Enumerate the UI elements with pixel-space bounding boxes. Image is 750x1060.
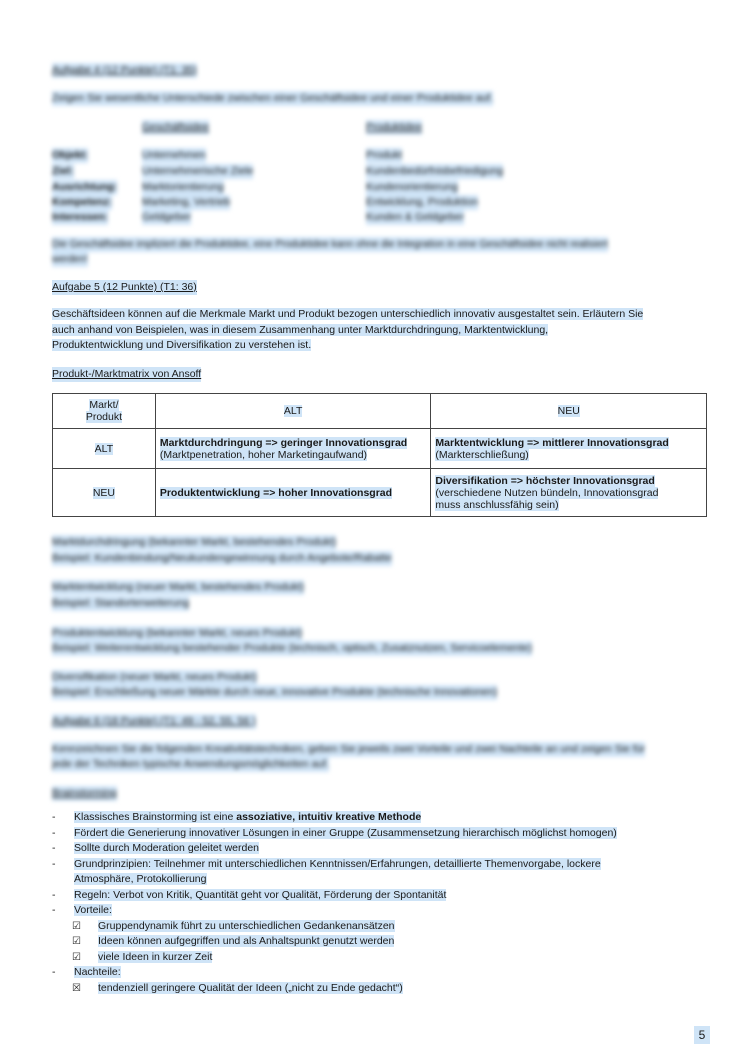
task4-row-b: Entwicklung, Produktion [366, 196, 479, 208]
task4-col-head-b: Produktidee [366, 121, 423, 133]
task5-line: auch anhand von Beispielen, was in diesem Zusammenhang unter Marktdurchdringung, Marktentwicklung, [52, 323, 549, 336]
list-item: - Regeln: Verbot von Kritik, Quantität geht vor Qualität, Förderung der Spontanität [52, 888, 447, 901]
brainstorming-list [52, 810, 712, 996]
checkbox-checked-icon: ☑ [72, 951, 81, 963]
task4-row-a: Geldgeber [142, 211, 192, 223]
blurred-block-text: Beispiel: Standorterweiterung [52, 597, 190, 609]
task6-heading: Aufgabe 6 (18 Punkte) (T1: 49 - 52, 55, 56 ) [52, 715, 256, 727]
blurred-block-title: Marktdurchdringung (bekannter Markt, bestehendes Produkt) [52, 536, 337, 548]
task6-line: jede der Techniken typische Anwendungsmöglichkeiten auf. [52, 758, 330, 770]
task4-row-label: Objekt: [52, 149, 89, 161]
task4-row-a: Marketing, Vertrieb [142, 196, 231, 208]
task4-row-a: Marktorientierung [142, 181, 224, 193]
blurred-block-title: Marktentwicklung (neuer Markt, bestehendes Produkt) [52, 581, 305, 593]
task4-row-b: Kundenorientierung [366, 181, 458, 193]
task4-row-b: Produkt [366, 149, 403, 161]
task4-row-b: Kundenbedürfnisbefriedigung [366, 165, 504, 177]
task5-heading: Aufgabe 5 (12 Punkte) (T1: 36) [52, 281, 197, 293]
task4-row-label: Kompetenz: [52, 196, 113, 208]
cell-marktdurchdringung: Marktdurchdringung => geringer Innovationsgrad (Marktpenetration, hoher Marketingaufwand) [155, 429, 431, 469]
task4-note: werden! [52, 254, 88, 265]
pro-item: ☑ Gruppendynamik führt zu unterschiedlichen Gedankenansätzen [52, 919, 712, 935]
blurred-block-text: Beispiel: Kundenbindung/Neukundengewinnung durch Angebote/Rabatte [52, 552, 392, 564]
task4-note: Die Geschäftsidee impliziert die Produktidee, eine Produktidee kann ohne die Integration in eine Geschäftsidee nicht realisiert [52, 239, 608, 250]
task4-row-label: Ausrichtung: [52, 181, 118, 193]
list-item-vorteile: - Vorteile: [52, 904, 112, 916]
task4-row-b: Kunden & Geldgeber [366, 211, 465, 223]
page-number: 5 [694, 1026, 710, 1044]
blurred-block-text: Beispiel: Weiterentwicklung bestehender Produkte (technisch, optisch, Zusatznutzen, Servicoelemente) [52, 642, 533, 654]
task5-line: Geschäftsideen können auf die Merkmale Markt und Produkt bezogen unterschiedlich innovativ ausgestaltet sein. Erläutern Sie [52, 308, 644, 320]
pro-item: ☑ Ideen können aufgegriffen und als Anhaltspunkt genutzt werden [52, 934, 712, 950]
task6-line: Kennzeichnen Sie die folgenden Kreativitätstechniken, geben Sie jeweils zwei Vorteile und zwei Nachteile an und zeigen Sie für [52, 743, 646, 755]
task4-heading: Aufgabe 4 (12 Punkte) (T1: 35) [52, 64, 197, 76]
cell-marktentwicklung: Marktentwicklung => mittlerer Innovationsgrad (Markterschließung) [431, 429, 707, 469]
list-item: - Grundprinzipien: Teilnehmer mit unterschiedlichen Kenntnissen/Erfahrungen, detaillierte Themenvorgabe, lockere Atmosphäre, Protokollierung [52, 857, 601, 885]
matrix-row-neu: NEU [53, 469, 156, 517]
blurred-block-title: Produktentwicklung (bekannter Markt, neues Produkt) [52, 627, 303, 639]
con-item: ☒ tendenziell geringere Qualität der Ideen („nicht zu Ende gedacht“) [52, 981, 712, 997]
cell-diversifikation: Diversifikation => höchster Innovationsgrad (verschiedene Nutzen bündeln, Innovationsgrad muss anschlussfähig sein) [431, 469, 707, 517]
matrix-col-alt: ALT [155, 394, 431, 429]
task5-line: Produktentwicklung und Diversifikation zu verstehen ist. [52, 339, 312, 351]
blurred-block-text: Beispiel: Erschließung neuer Märkte durch neue, innovative Produkte (technische Innovationen) [52, 686, 498, 698]
list-item-nachteile: - Nachteile: [52, 966, 121, 978]
checkbox-crossed-icon: ☒ [72, 982, 81, 994]
list-item: - Fördert die Generierung innovativer Lösungen in einer Gruppe (Zusammensetzung hierarchisch möglichst homogen) [52, 826, 617, 839]
list-item: - Sollte durch Moderation geleitet werden [52, 842, 260, 854]
matrix-col-neu: NEU [431, 394, 707, 429]
task4-row-a: Unternehmen [142, 149, 206, 161]
matrix-title: Produkt-/Marktmatrix von Ansoff [52, 368, 202, 380]
task4-col-head-a: Geschäftsidee [142, 121, 210, 133]
task4-row-label: Ziel: [52, 165, 74, 177]
task4-question: Zeigen Sie wesentliche Unterschiede zwischen einer Geschäftsidee und einer Produktidee auf. [52, 92, 494, 104]
checkbox-checked-icon: ☑ [72, 920, 81, 932]
task5-question [52, 307, 707, 354]
task4-row-label: Interessen: [52, 211, 109, 223]
brainstorming-heading: Brainstorming [52, 787, 117, 799]
matrix-corner: Markt/ Produkt [53, 394, 156, 429]
checkbox-checked-icon: ☑ [72, 936, 81, 947]
task4-row-a: Unternehmerische Ziele [142, 165, 254, 177]
cell-produktentwicklung: Produktentwicklung => hoher Innovationsgrad [155, 469, 431, 517]
pro-item: ☑ viele Ideen in kurzer Zeit [52, 950, 712, 966]
blurred-block-title: Diversifikation (neuer Markt, neues Produkt) [52, 671, 257, 683]
matrix-row-alt: ALT [53, 429, 156, 469]
ansoff-matrix [52, 393, 707, 517]
list-item: - Klassisches Brainstorming ist eine assoziative, intuitiv kreative Methode [52, 811, 422, 823]
